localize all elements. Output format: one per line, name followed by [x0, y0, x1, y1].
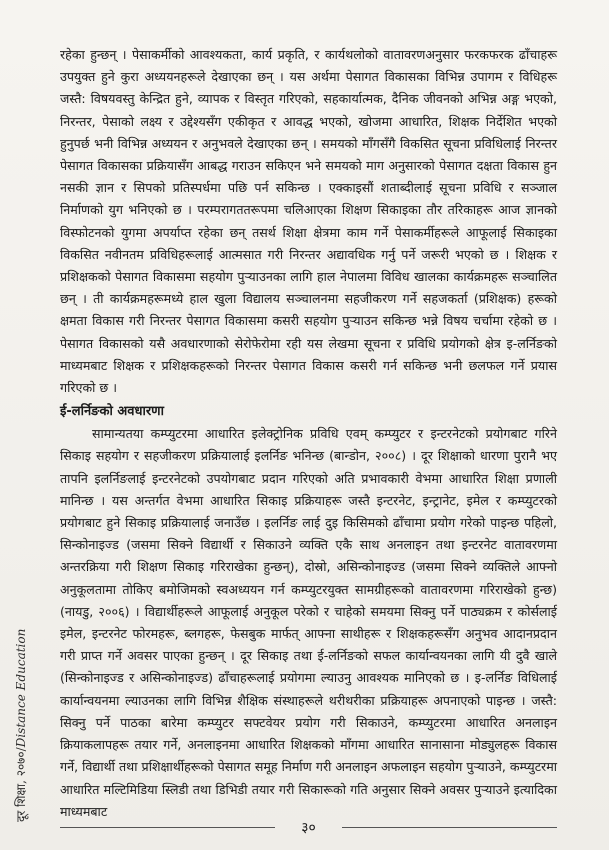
section-heading: ई-लर्निङको अवधारणा: [60, 404, 164, 420]
page-footer: [60, 818, 557, 838]
article-body: [60, 44, 557, 823]
footer-rule-right: [342, 827, 557, 828]
journal-name: दूर शिक्षा, २०७०/: [14, 747, 28, 822]
journal-side-label: [12, 629, 29, 822]
paragraph-intro: रहेका हुन्छन् । पेसाकर्मीको आवश्यकता, कार्य प्रकृति, र कार्यथलोको वातावरणअनुसार फरकफरक ढाँचाहरू उपयुक्त हुने कुरा अध्ययनहरूले देखाएका छन् । यस अर्थमा पेसागत विकासका विभिन्न उपागम र विधिहरू जस्तै: विषयवस्तु केन्द्रित हुने, व्यापक र विस्तृत गरिएको, सहकार्यात्मक, दैनिक जीवनको अभिन्न अङ्ग भएको, निरन्तर, पेसाको लक्ष्य र उद्देश्यसँग एकीकृत र आवद्ध भएको, खोजमा आधारित, शिक्षक निर्देशित भएको हुनुपर्छ भनी विभिन्न अध्ययन र अनुभवले देखाएका छन् । समयको माँगसँगै विकसित सूचना प्रविधिलाई निरन्तर पेसागत विकासका प्रक्रियासँग आबद्ध गराउन सकिएन भने समयको माग अनुसारको पेसागत दक्षता विकास हुन नसकी ज्ञान र सिपको प्रतिस्पर्धमा पछि पर्न सकिन्छ । एक्काइसौं शताब्दीलाई सूचना प्रविधि र सञ्जाल निर्माणको युग भनिएको छ । परम्परागततरूपमा चलिआएका शिक्षण सिकाइका तौर तरिकाहरू आज ज्ञानको विस्फोटनको युगमा अपर्याप्त रहेका छन् तसर्थ शिक्षा क्षेत्रमा काम गर्ने पेसाकर्मीहरूले आफूलाई सिकाइका विकसित नवीनतम प्रविधिहरूलाई आत्मसात गरी निरन्तर अद्यावधिक गर्नु पर्ने जरूरी भएको छ । शिक्षक र प्रशिक्षकको पेसागत विकासमा सहयोग पुऱ्याउनका लागि हाल नेपालमा विविध खालका कार्यक्रमहरू सञ्चालित छन् । ती कार्यक्रमहरूमध्ये हाल खुला विद्यालय सञ्चालनमा सहजीकरण गर्ने सहजकर्ता (प्रशिक्षक) हरूको क्षमता विकास गरी निरन्तर पेसागत विकासमा कसरी सहयोग पुऱ्याउन सकिन्छ भन्ने विषय चर्चामा रहेको छ । पेसागत विकासको यसै अवधारणाको सेरोफेरोमा रही यस लेखमा सूचना र प्रविधि प्रयोगको क्षेत्र इ-लर्निङको माध्यमबाट शिक्षक र प्रशिक्षकहरूको निरन्तर पेसागत विकास कसरी गर्न सकिन्छ भनी छलफल गर्ने प्रयास गरिएको छ ।: [60, 47, 557, 396]
page-number: ३०: [301, 820, 316, 836]
journal-english-name: Distance Education: [14, 628, 28, 748]
paragraph-elearning: सामान्यतया कम्प्युटरमा आधारित इलेक्ट्रोनिक प्रविधि एवम् कम्प्युटर र इन्टरनेटको प्रयोगबाट गरिने सिकाइ सहयोग र सहजीकरण प्रक्रियालाई इलर्निङ भनिन्छ (बान्डोन, २००८) । दूर शिक्षाको धारणा पुरानै भए तापनि इलर्निङलाई इन्टरनेटको उपयोगबाट प्रदान गरिएको अति प्रभावकारी वेभमा आधारित शिक्षा प्रणाली मानिन्छ । यस अन्तर्गत वेभमा आधारित सिकाइ प्रक्रियाहरू जस्तै इन्टरनेट, इन्ट्रानेट, इमेल र कम्प्युटरको प्रयोगबाट हुने सिकाइ प्रक्रियालाई जनाउँछ । इलर्निङ लाई दुइ किसिमको ढाँचामा प्रयोग गरेको पाइन्छ पहिलो, सिन्कोनाइज्ड (जसमा सिक्ने विद्यार्थी र सिकाउने व्यक्ति एकै साथ अनलाइन तथा इन्टरनेट वातावरणमा अन्तरक्रिया गरी शिक्षण सिकाइ गरिराखेका हुन्छन्), दोस्रो, असिन्कोनाइज्ड (जसमा सिक्ने व्यक्तिले आफ्नो अनुकूलतामा तोकिए बमोजिमको स्वअध्ययन गर्न कम्प्युटरयुक्त सामग्रीहरूको वातावरणमा गरिराखेको हुन्छ) (नायडु, २००६) । विद्यार्थीहरूले आफूलाई अनुकूल परेको र चाहेको समयमा सिक्नु पर्ने पाठ्यक्रम र कोर्सलाई इमेल, इन्टरनेट फोरमहरू, ब्लगहरू, फेसबुक मार्फत् आफ्ना साथीहरू र शिक्षकहरूसँग अनुभव आदानप्रदान गरी प्राप्त गर्ने अवसर पाएका हुन्छन् । दूर सिकाइ तथा ई-लर्निङको सफल कार्यान्वयनका लागि यी दुवै खाले (सिन्कोनाइज्ड र असिन्कोनाइज्ड) ढाँचाहरूलाई प्रयोगमा ल्याउनु आवश्यक मानिएको छ । इ-लर्निङ विधिलाई कार्यान्वयनमा ल्याउनका लागि विभिन्न शैक्षिक संस्थाहरूले थरीथरीका प्रक्रियाहरू अपनाएको पाइन्छ । जस्तै: सिक्नु पर्ने पाठका बारेमा कम्प्युटर सफ्टवेयर प्रयोग गरी सिकाउने, कम्प्युटरमा आधारित अनलाइन क्रियाकलापहरू तयार गर्ने, अनलाइनमा आधारित शिक्षकको माँगमा आधारित सानासाना मोड्युलहरू विकास गर्ने, विद्यार्थी तथा प्रशिक्षार्थीहरूको पेसागत समूह निर्माण गरी अनलाइन अफलाइन सहयोग पुऱ्याउने, कम्प्युटरमा आधारित मल्टिमिडिया स्लिडी तथा डिभिडी तयार गरी सिकारूको गति अनुसार सिक्ने अवसर पुऱ्याउने इत्यादिका माध्यमबाट: [60, 426, 557, 819]
